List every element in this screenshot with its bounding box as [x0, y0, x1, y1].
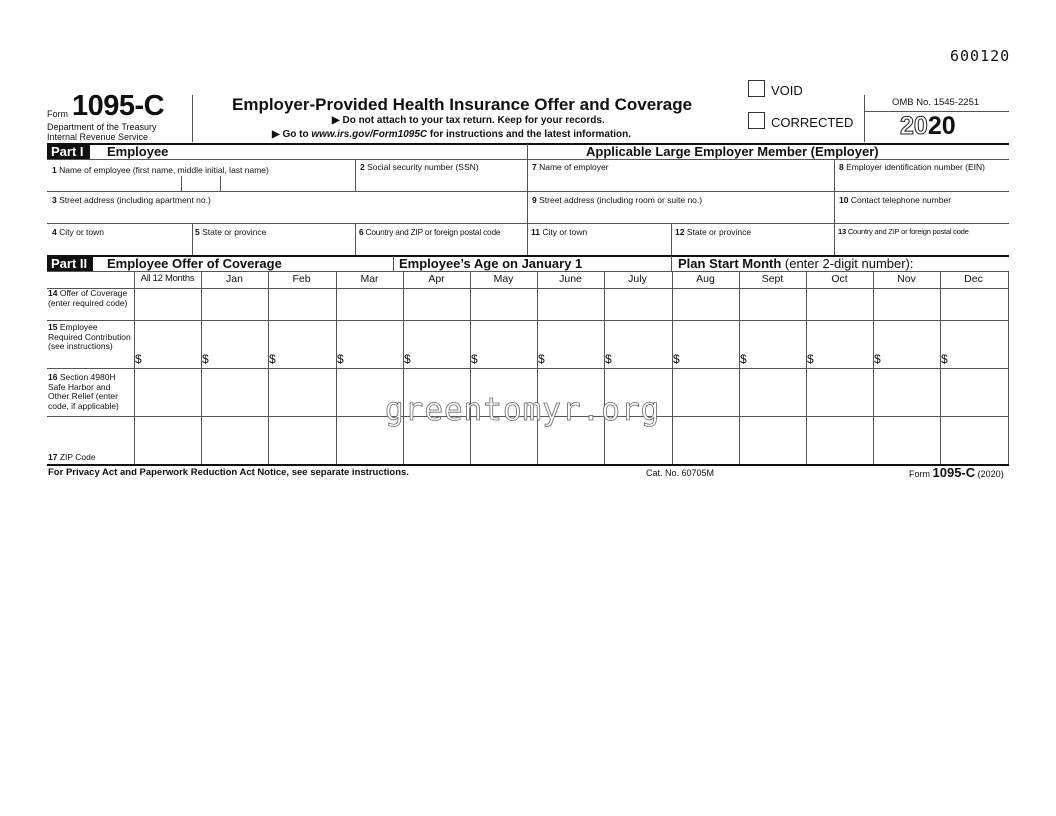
field-1-label: Name of employee (first name, middle initial, last name): [59, 165, 269, 175]
instruction-website-suffix: for instructions and the latest information.: [427, 129, 632, 140]
field-8-num: 8: [839, 162, 844, 172]
form-word: Form: [47, 109, 68, 119]
footer-form-word: Form: [909, 469, 930, 479]
month-header-all-12-months: All 12 Months: [140, 273, 195, 284]
cell-line14-july[interactable]: [605, 289, 670, 319]
cell-line15-all-12-months[interactable]: [135, 321, 200, 367]
cell-line15-nov[interactable]: [874, 321, 939, 367]
month-header-july: July: [628, 273, 647, 285]
row-label-17-text: ZIP Code: [59, 452, 96, 462]
month-header-mar: Mar: [360, 273, 379, 285]
field-employee-city[interactable]: [52, 226, 188, 254]
instruction-website-prefix: ▶ Go to: [272, 129, 312, 140]
month-header-jan: Jan: [226, 273, 243, 285]
row-label-16: [48, 373, 132, 411]
field-employer-zip[interactable]: [838, 226, 1009, 254]
month-header-aug: Aug: [696, 273, 715, 285]
cell-line14-apr[interactable]: [404, 289, 469, 319]
cell-line16-jan[interactable]: [202, 369, 267, 415]
cell-line15-dec[interactable]: [941, 321, 1006, 367]
cell-line15-jan[interactable]: [202, 321, 267, 367]
field-employee-zip[interactable]: [359, 226, 525, 254]
dollar-sign: $: [471, 352, 478, 366]
footer-form-number: 1095-C: [932, 465, 976, 480]
field-12-num: 12: [675, 227, 685, 237]
field-2-num: 2: [360, 162, 365, 172]
field-11-num: 11: [531, 227, 540, 237]
cell-line16-oct[interactable]: [807, 369, 872, 415]
field-2-label: Social security number (SSN): [367, 162, 479, 172]
cell-line14-all-12-months[interactable]: [135, 289, 200, 319]
month-header-may: May: [493, 273, 514, 285]
omb-number: OMB No. 1545-2251: [892, 97, 980, 108]
field-11-label: City or town: [542, 227, 588, 237]
employer-section-title: Applicable Large Employer Member (Employer): [586, 144, 879, 159]
cell-line16-dec[interactable]: [941, 369, 1006, 415]
row-label-17: [48, 453, 132, 463]
month-header-oct: Oct: [831, 273, 848, 285]
cell-line17-jan[interactable]: [202, 417, 267, 463]
instruction-records: ▶ Do not attach to your tax return. Keep for your records.: [332, 115, 605, 126]
dollar-sign: $: [807, 352, 814, 366]
field-8-label: Employer identification number (EIN): [846, 162, 985, 172]
cell-line14-sept[interactable]: [740, 289, 805, 319]
cell-line16-sept[interactable]: [740, 369, 805, 415]
field-9-label: Street address (including room or suite no.): [539, 195, 703, 205]
cell-line15-sept[interactable]: [740, 321, 805, 367]
instruction-website: [272, 129, 631, 140]
field-3-num: 3: [52, 195, 57, 205]
void-label: VOID: [771, 83, 803, 98]
cell-line14-feb[interactable]: [269, 289, 334, 319]
field-13-num: 13: [838, 227, 846, 236]
field-9-num: 9: [532, 195, 537, 205]
field-5-label: State or province: [202, 227, 267, 237]
field-employee-street[interactable]: [52, 194, 522, 222]
dollar-sign: $: [404, 352, 411, 366]
form-title: Employer-Provided Health Insurance Offer and Coverage: [232, 95, 693, 114]
part1-badge: Part I: [47, 144, 90, 159]
row-label-15: [48, 323, 132, 352]
field-12-label: State or province: [686, 227, 752, 237]
cell-line16-nov[interactable]: [874, 369, 939, 415]
cell-line15-aug[interactable]: [673, 321, 738, 367]
dollar-sign: $: [605, 352, 612, 366]
department: Department of the Treasury: [47, 122, 157, 132]
dollar-sign: $: [673, 352, 680, 366]
field-3-label: Street address (including apartment no.): [59, 195, 211, 205]
cell-line15-may[interactable]: [471, 321, 536, 367]
row-label-17-num: 17: [48, 452, 58, 462]
dollar-sign: $: [941, 352, 948, 366]
month-header-feb: Feb: [292, 273, 311, 285]
row-label-14-text: Offer of Coverage (enter required code): [48, 288, 128, 308]
row-label-16-text: Section 4980H Safe Harbor and Other Relief (enter code, if applicable): [48, 372, 119, 411]
cell-line16-all-12-months[interactable]: [135, 369, 200, 415]
cell-line16-feb[interactable]: [269, 369, 334, 415]
irs-website-link[interactable]: www.irs.gov/Form1095C: [311, 129, 428, 140]
plan-start-month-rest: (enter 2-digit number):: [781, 256, 914, 271]
field-5-num: 5: [195, 227, 200, 237]
field-10-num: 10: [839, 195, 849, 205]
cell-line14-aug[interactable]: [673, 289, 738, 319]
field-6-num: 6: [359, 227, 364, 237]
catalog-number: Cat. No. 60705M: [646, 468, 715, 478]
dollar-sign: $: [337, 352, 344, 366]
plan-start-month-label: [678, 256, 914, 271]
row-label-14: [48, 289, 132, 308]
part2-title: Employee Offer of Coverage: [107, 256, 282, 271]
cell-line14-nov[interactable]: [874, 289, 939, 319]
field-7-label: Name of employer: [539, 162, 609, 172]
tax-year-bold: 20: [927, 112, 956, 140]
month-header-june: June: [559, 273, 582, 285]
tax-year: [900, 112, 956, 140]
field-employer-state[interactable]: [675, 226, 831, 254]
cell-line17-aug[interactable]: [673, 417, 738, 463]
field-4-num: 4: [52, 227, 57, 237]
row-label-16-num: 16: [48, 372, 58, 382]
watermark: greentomyr.org: [385, 392, 661, 428]
field-10-label: Contact telephone number: [850, 195, 952, 205]
cell-line17-all-12-months[interactable]: [135, 417, 200, 463]
cell-line15-july[interactable]: [605, 321, 670, 367]
field-employee-name[interactable]: [52, 162, 352, 190]
month-header-nov: Nov: [897, 273, 916, 285]
age-input[interactable]: [590, 256, 670, 271]
corrected-checkbox[interactable]: [748, 112, 765, 129]
cell-line17-feb[interactable]: [269, 417, 334, 463]
cell-line15-mar[interactable]: [337, 321, 402, 367]
dollar-sign: $: [874, 352, 881, 366]
dollar-sign: $: [202, 352, 209, 366]
cell-line14-mar[interactable]: [337, 289, 402, 319]
field-employer-name[interactable]: [532, 162, 830, 190]
corrected-label: CORRECTED: [771, 115, 854, 130]
form-code: 600120: [950, 47, 1011, 65]
agency: Internal Revenue Service: [47, 132, 149, 142]
cell-line14-oct[interactable]: [807, 289, 872, 319]
cell-line14-june[interactable]: [538, 289, 603, 319]
field-employer-street[interactable]: [532, 194, 830, 222]
field-employer-city[interactable]: [531, 226, 669, 254]
cell-line14-dec[interactable]: [941, 289, 1006, 319]
field-ssn[interactable]: [360, 162, 524, 190]
employee-age-label: Employee’s Age on January 1: [399, 256, 583, 271]
field-contact-phone[interactable]: [839, 194, 1009, 222]
part1-title: Employee: [107, 144, 169, 159]
cell-line15-feb[interactable]: [269, 321, 334, 367]
row-label-15-num: 15: [48, 322, 58, 332]
void-checkbox[interactable]: [748, 80, 765, 97]
cell-line15-apr[interactable]: [404, 321, 469, 367]
dollar-sign: $: [135, 352, 142, 366]
cell-line15-oct[interactable]: [807, 321, 872, 367]
cell-line17-sept[interactable]: [740, 417, 805, 463]
dollar-sign: $: [269, 352, 276, 366]
row-label-15-text: Employee Required Contribution (see instructions): [48, 322, 131, 351]
field-1-num: 1: [52, 165, 57, 175]
form-number-block: [47, 92, 193, 142]
month-header-dec: Dec: [964, 273, 983, 285]
cell-line17-dec[interactable]: [941, 417, 1006, 463]
footer-form-year: (2020): [977, 469, 1004, 479]
month-header-apr: Apr: [428, 273, 445, 285]
field-4-label: City or town: [59, 227, 104, 237]
field-ein[interactable]: [839, 162, 1009, 190]
cell-line16-aug[interactable]: [673, 369, 738, 415]
form-number: 1095-C: [72, 90, 165, 122]
plan-start-month-bold: Plan Start Month: [678, 256, 782, 271]
month-header-sept: Sept: [761, 273, 784, 285]
field-6-label: Country and ZIP or foreign postal code: [365, 227, 501, 237]
privacy-notice: For Privacy Act and Paperwork Reduction Act Notice, see separate instructions.: [48, 467, 409, 478]
cell-line15-june[interactable]: [538, 321, 603, 367]
field-employee-state[interactable]: [195, 226, 351, 254]
field-7-num: 7: [532, 162, 537, 172]
cell-line14-jan[interactable]: [202, 289, 267, 319]
cell-line17-nov[interactable]: [874, 417, 939, 463]
footer-form-id: [909, 465, 1004, 480]
part2-badge: Part II: [47, 256, 93, 271]
row-label-14-num: 14: [48, 288, 58, 298]
cell-line17-oct[interactable]: [807, 417, 872, 463]
tax-year-outline: 20: [900, 112, 928, 140]
dollar-sign: $: [538, 352, 545, 366]
dollar-sign: $: [740, 352, 747, 366]
field-13-label: Country and ZIP or foreign postal code: [847, 227, 969, 236]
cell-line14-may[interactable]: [471, 289, 536, 319]
